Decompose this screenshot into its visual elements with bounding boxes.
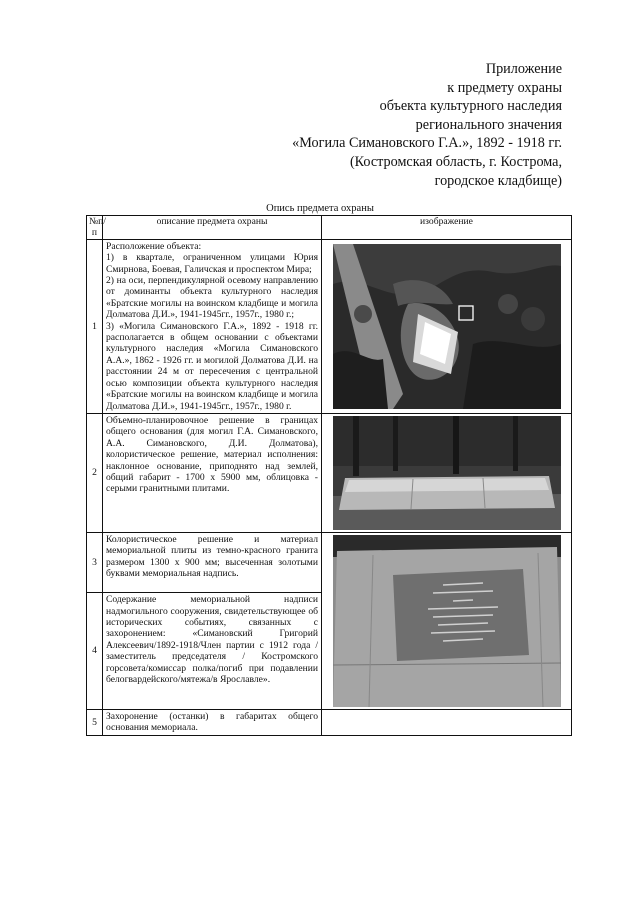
heading-line: «Могила Симановского Г.А.», 1892 - 1918 гг. — [292, 135, 562, 152]
heading-line: (Костромская область, г. Кострома, — [349, 153, 562, 170]
row-number: 3 — [87, 532, 103, 592]
table-row — [87, 709, 572, 735]
description-line: 2) на оси, перпендикулярной осевому направлению от доминанты объекта культурного наследия «Братские могилы на воинском кладбище и могила Долматова Д.И.», 1941-1945гг., 1957г., 1980 г.; — [106, 275, 318, 321]
table-row — [87, 532, 572, 592]
row-number: 1 — [87, 239, 103, 413]
description-line: Колористическое решение и материал мемориальной плиты из темно-красного гранита размером 1300 х 900 мм; высеченная золотыми буквами мемориальная надпись. — [106, 533, 318, 580]
row-description — [103, 593, 322, 710]
row-number: 4 — [87, 593, 103, 710]
memorial-base-image — [333, 416, 561, 530]
table-caption: Опись предмета охраны — [266, 203, 374, 214]
heading-line: регионального значения — [415, 116, 562, 133]
heading-line: городское кладбище) — [434, 172, 562, 189]
table-row — [87, 239, 572, 413]
row-description — [103, 239, 322, 413]
row-image-cell — [322, 239, 572, 413]
header-image: изображение — [322, 216, 572, 240]
description-line: Расположение объекта: — [106, 240, 202, 252]
row-image-cell — [322, 413, 572, 532]
memorial-plate-photo — [333, 535, 561, 707]
description-line: Захоронение (останки) в габаритах общего основания мемориала. — [106, 710, 318, 734]
heading-line: к предмету охраны — [447, 79, 562, 96]
header-num: №п/п — [87, 216, 103, 240]
row-image-cell-empty — [322, 709, 572, 735]
row-number: 2 — [87, 413, 103, 532]
description-line: 1) в квартале, ограниченном улицами Юрия Смирнова, Боевая, Галичская и проспектом Мира; — [106, 252, 318, 275]
row-image-cell — [322, 532, 572, 709]
row-description — [103, 413, 322, 532]
aerial-photo — [333, 244, 561, 409]
heading-line: Приложение — [485, 61, 562, 77]
protection-subject-table — [86, 215, 572, 736]
row-number: 5 — [87, 709, 103, 735]
aerial-photo-image — [333, 244, 561, 409]
document-heading — [292, 60, 562, 190]
description-line: Объемно-планировочное решение в границах общего основания (для могил Г.А. Симановского, А.А. Симановского, Д.И. Долматова), колористическое решение, материал исполнения: наклонное основание, приподнято над землей, общий габарит - 1700 х 5900 мм, облицовка - серыми гранитными плитами. — [106, 414, 318, 495]
header-description: описание предмета охраны — [103, 216, 322, 240]
row-description — [103, 532, 322, 592]
description-line: Содержание мемориальной надписи надмогильного сооружения, свидетельствующее об исторических событиях, связанных с захоронением: «Симановский Григорий Алексеевич/1892-1918/Член партии с 1912 года / заместитель председателя / Костромского горсовета/комиссар полка/погиб при подавлении белогвардейского/мятежа/в Ярославле». — [106, 594, 318, 685]
memorial-base-photo — [333, 416, 561, 530]
table-row — [87, 413, 572, 532]
memorial-plate-image — [333, 535, 561, 707]
row-description — [103, 709, 322, 735]
table-header-row — [87, 216, 572, 240]
description-line: 3) «Могила Симановского Г.А.», 1892 - 1918 гг. располагается в общем основании с объектами культурного наследия «Могила Симановского А.А.», 1862 - 1926 гг. и могилой Долматова Д.И. на расстоянии 24 м от пересечения с центральной осью композиции объекта культурного наследия «Братские могилы на воинском кладбище и могила Долматова Д.И.», 1941-1945гг., 1957г., 1980 г. — [106, 320, 318, 412]
heading-line: объекта культурного наследия — [379, 98, 562, 115]
